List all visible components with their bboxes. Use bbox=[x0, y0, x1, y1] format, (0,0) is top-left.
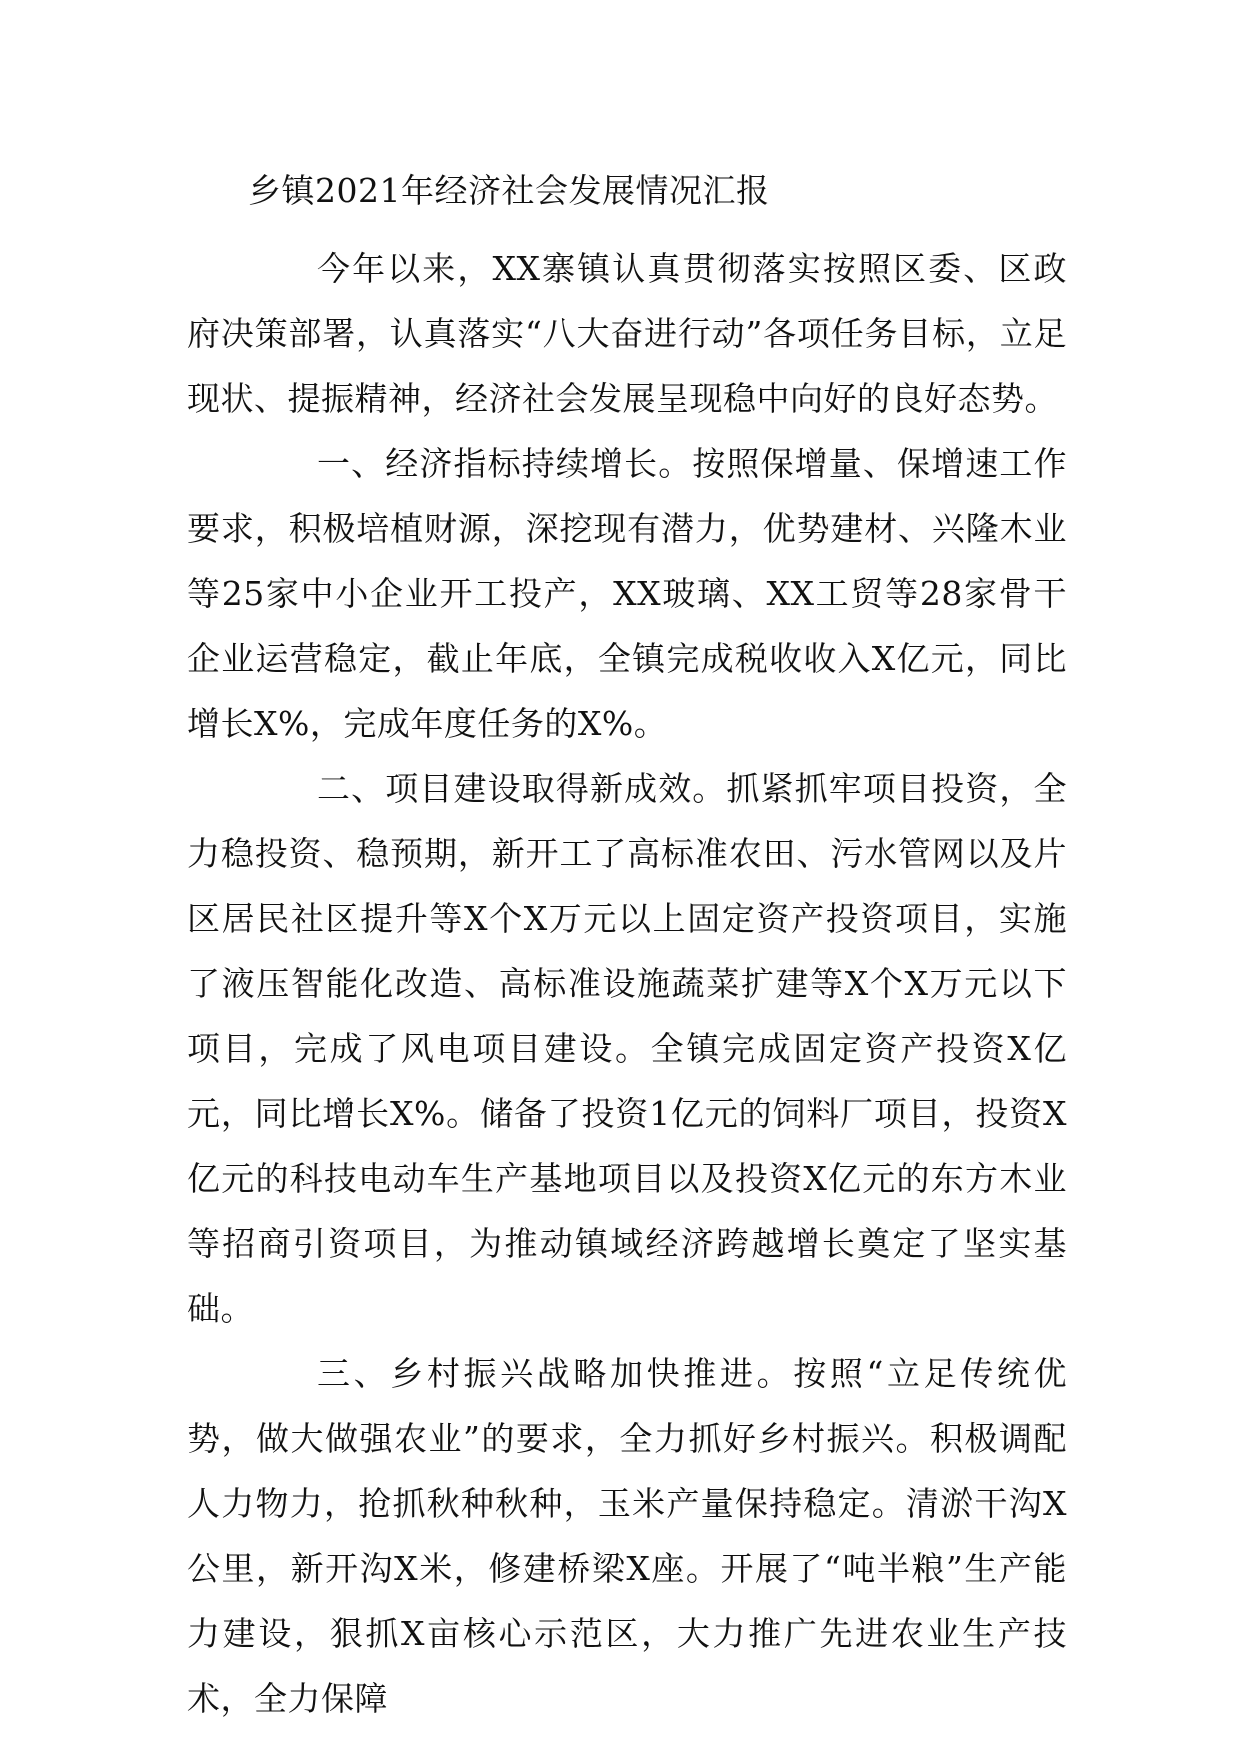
paragraph-intro: 今年以来，XX寨镇认真贯彻落实按照区委、区政府决策部署，认真落实“八大奋进行动”各项任务目标，立足现状、提振精神，经济社会发展呈现稳中向好的良好态势。 bbox=[187, 249, 1067, 418]
document-title: 乡镇2021年经济社会发展情况汇报 bbox=[248, 171, 770, 210]
document-body bbox=[187, 236, 1067, 1731]
paragraph-rural-revitalization: 三、乡村振兴战略加快推进。按照“立足传统优势，做大做强农业”的要求，全力抓好乡村振兴。积极调配人力物力，抢抓秋种秋种，玉米产量保持稳定。清淤干沟X公里，新开沟X米，修建桥梁X座。开展了“吨半粮”生产能力建设，狠抓X亩核心示范区，大力推广先进农业生产技术，全力保障 bbox=[187, 1354, 1067, 1718]
paragraph-economic-indicators: 一、经济指标持续增长。按照保增量、保增速工作要求，积极培植财源，深挖现有潜力，优势建材、兴隆木业等25家中小企业开工投产，XX玻璃、XX工贸等28家骨干企业运营稳定，截止年底，全镇完成税收收入X亿元，同比增长X%，完成年度任务的X%。 bbox=[187, 444, 1067, 743]
paragraph-project-construction: 二、项目建设取得新成效。抓紧抓牢项目投资，全力稳投资、稳预期，新开工了高标准农田、污水管网以及片区居民社区提升等X个X万元以上固定资产投资项目，实施了液压智能化改造、高标准设施蔬菜扩建等X个X万元以下项目，完成了风电项目建设。全镇完成固定资产投资X亿元，同比增长X%。储备了投资1亿元的饲料厂项目，投资X亿元的科技电动车生产基地项目以及投资X亿元的东方木业等招商引资项目，为推动镇域经济跨越增长奠定了坚实基础。 bbox=[187, 769, 1067, 1328]
